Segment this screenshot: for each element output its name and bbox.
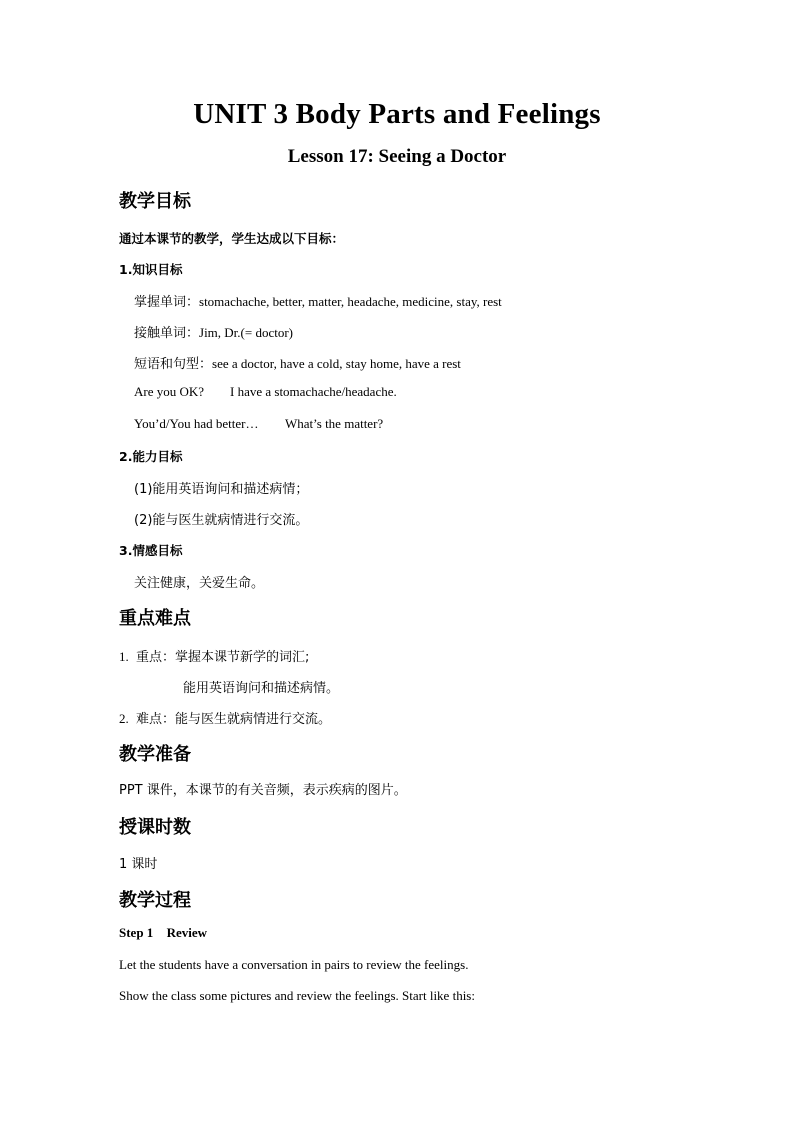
key-point-2-number: 2. — [119, 711, 129, 726]
process-line-1: Let the students have a conversation in pairs to review the feelings. — [119, 957, 469, 972]
lesson-subtitle: Lesson 17: Seeing a Doctor — [287, 146, 507, 167]
sentence-2b: What’s the matter? — [285, 416, 384, 431]
key-point-1-label: 重点： — [136, 650, 176, 665]
step-1-heading — [119, 925, 207, 941]
key-point-2-text: 能与医生就病情进行交流。 — [175, 712, 332, 727]
page-title: UNIT 3 Body Parts and Feelings — [193, 98, 601, 130]
sentence-1b: I have a stomachache/headache. — [230, 384, 397, 399]
key-points-heading: 重点难点 — [119, 608, 191, 629]
phrases-line — [134, 353, 461, 372]
objectives-intro: 通过本课节的教学，学生达成以下目标： — [119, 231, 345, 246]
knowledge-heading: 1.知识目标 — [119, 262, 183, 277]
ability-heading: 2.能力目标 — [119, 449, 183, 464]
vocab-text: stomachache, better, matter, headache, medicine, stay, rest — [199, 294, 502, 309]
preparation-heading: 教学准备 — [119, 744, 191, 765]
process-line-2: Show the class some pictures and review the feelings. Start like this: — [119, 988, 475, 1003]
contact-label: 接触单词： — [134, 326, 200, 341]
hours-text: 1 课时 — [119, 857, 158, 872]
step-1-name: Review — [166, 925, 207, 940]
key-point-2 — [119, 708, 331, 727]
contact-line — [134, 322, 293, 341]
preparation-text: PPT 课件，本课节的有关音频，表示疾病的图片。 — [119, 783, 407, 798]
phrases-label: 短语和句型： — [134, 357, 213, 372]
ability-item-1: (1)能用英语询问和描述病情； — [134, 482, 309, 497]
objectives-heading: 教学目标 — [119, 191, 191, 212]
hours-heading: 授课时数 — [119, 817, 191, 838]
contact-text: Jim, Dr.(= doctor) — [199, 325, 293, 340]
key-point-1-text: 掌握本课节新学的词汇; — [175, 650, 310, 665]
sentence-1a: Are you OK? — [134, 384, 205, 399]
sentence-2a: You’d/You had better… — [134, 416, 259, 431]
phrases-text: see a doctor, have a cold, stay home, have a rest — [212, 356, 461, 371]
process-heading: 教学过程 — [119, 890, 191, 911]
ability-item-2: (2)能与医生就病情进行交流。 — [134, 513, 309, 528]
emotion-heading: 3.情感目标 — [119, 543, 183, 558]
vocab-line — [134, 291, 502, 310]
vocab-label: 掌握单词： — [134, 295, 200, 310]
key-point-1 — [119, 646, 309, 665]
emotion-item-1: 关注健康，关爱生命。 — [134, 576, 265, 591]
step-1-number: Step 1 — [119, 925, 154, 940]
key-point-1-number: 1. — [119, 649, 129, 664]
key-point-1-continued: 能用英语询问和描述病情。 — [183, 681, 340, 696]
key-point-2-label: 难点： — [136, 712, 176, 727]
